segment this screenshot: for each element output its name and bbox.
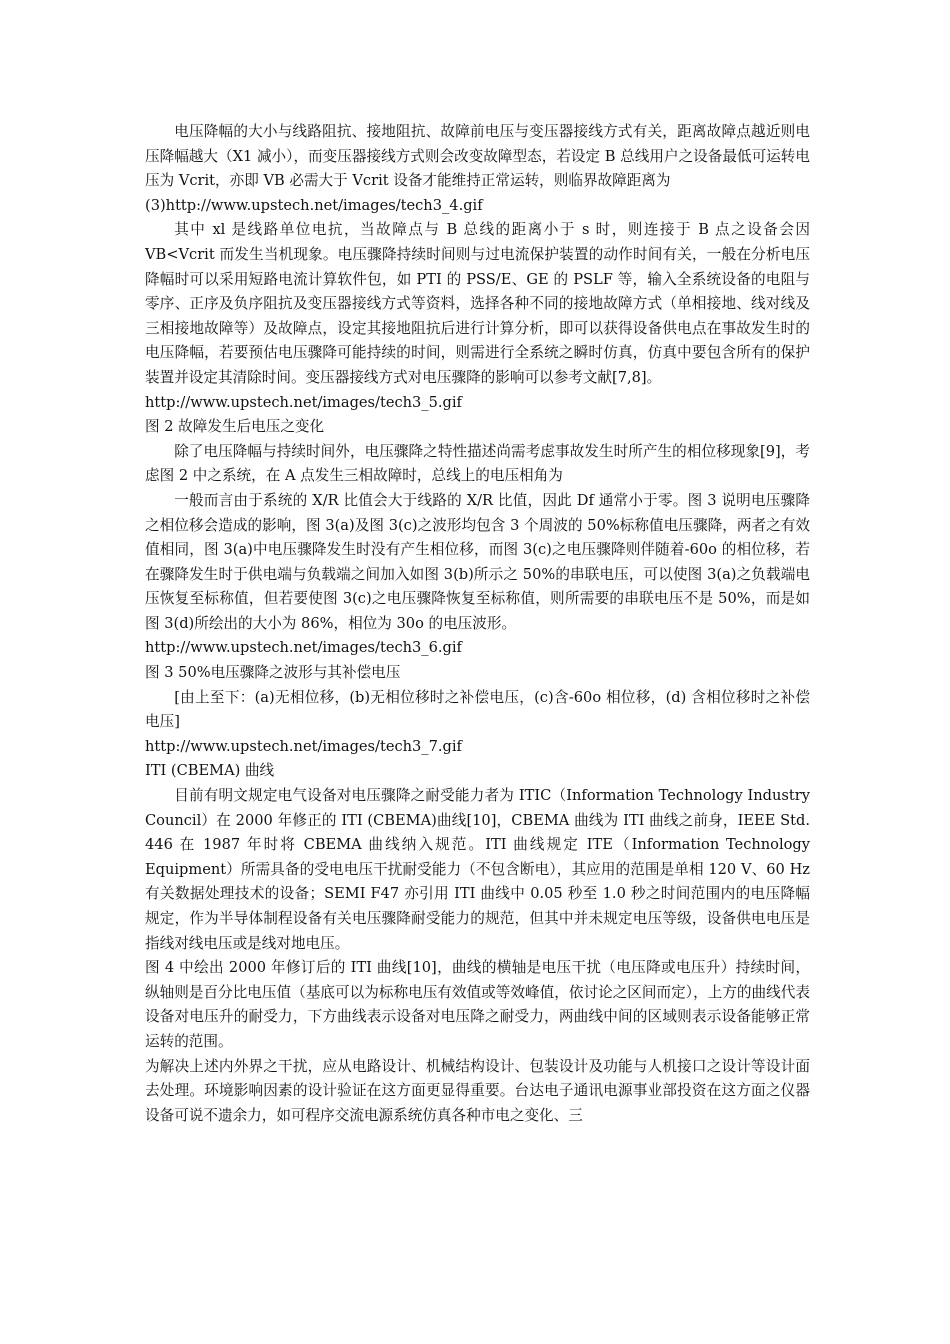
iti-curve-heading: ITI (CBEMA) 曲线 <box>145 762 275 780</box>
paragraph-voltage-sag-magnitude: 电压降幅的大小与线路阻抗、接地阻抗、故障前电压与变压器接线方式有关，距离故障点越近则电压降幅越大（X1 减小），而变压器接线方式则会改变故障型态，若设定 B 总线用户之设备最低可运转电压为 Vcrit，亦即 VB 必需大于 Vcrit 设备才能维持正常运转，则临界故障距离为 <box>145 123 810 190</box>
document-body <box>145 120 810 1128</box>
paragraph-figure-3-explanation: 一般而言由于系统的 X/R 比值会大于线路的 X/R 比值，因此 Df 通常小于零。图 3 说明电压骤降之相位移会造成的影响，图 3(a)及图 3(c)之波形均包含 3 个周波的 50%标称值电压骤降，两者之有效值相同，图 3(a)中电压骤降发生时没有产生相位移，而图 3(c)之电压骤降则伴随着-60o 的相位移，若在骤降发生时于供电端与负载端之间加入如图 3(b)所示之 50%的串联电压，可以使图 3(a)之负载端电压恢复至标称值，但若要使图 3(c)之电压骤降恢复至标称值，则所需要的串联电压不是 50%，而是如图 3(d)所绘出的大小为 86%，相位为 30o 的电压波形。 <box>145 491 810 632</box>
figure-2-image-link: http://www.upstech.net/images/tech3_5.gif <box>145 393 462 411</box>
paragraph-critical-distance: 其中 xl 是线路单位电抗，当故障点与 B 总线的距离小于 s 时，则连接于 B 点之设备会因 VB<Vcrit 而发生当机现象。电压骤降持续时间则与过电流保护装置的动作时间有关，一般在分析电压降幅时可以采用短路电流计算软件包，如 PTI 的 PSS/E、GE 的 PSLF 等，输入全系统设备的电阻与零序、正序及负序阻抗及变压器接线方式等资料，选择各种不同的接地故障方式（单相接地、线对线及三相接地故障等）及故障点，设定其接地阻抗后进行计算分析，即可以获得设备供电点在事故发生时的电压降幅，若要预估电压骤降可能持续的时间，则需进行全系统之瞬时仿真，仿真中要包含所有的保护装置并设定其清除时间。变压器接线方式对电压骤降的影响可以参考文献[7,8]。 <box>145 221 810 386</box>
paragraph-itic-standard: 目前有明文规定电气设备对电压骤降之耐受能力者为 ITIC（Information Technology Industry Council）在 2000 年修正的 ITI (CBEMA)曲线[10]，CBEMA 曲线为 ITI 曲线之前身，IEEE Std. 446 在 1987 年时将 CBEMA 曲线纳入规范。ITI 曲线规定 ITE（Information Technology Equipment）所需具备的受电电压干扰耐受能力（不包含断电），其应用的范围是单相 120 V、60 Hz 有关数据处理技术的设备；SEMI F47 亦引用 ITI 曲线中 0.05 秒至 1.0 秒之时间范围内的电压降幅规定，作为半导体制程设备有关电压骤降耐受能力的规范，但其中并未规定电压等级，设备供电电压是指线对线电压或是线对地电压。 <box>145 787 810 952</box>
paragraph-design-solution: 为解决上述内外界之干扰，应从电路设计、机械结构设计、包装设计及功能与人机接口之设计等设计面去处理。环境影响因素的设计验证在这方面更显得重要。台达电子通讯电源事业部投资在这方面之仪器设备可说不遗余力，如可程序交流电源系统仿真各种市电之变化、三 <box>145 1057 810 1124</box>
paragraph-phase-shift: 除了电压降幅与持续时间外，电压骤降之特性描述尚需考虑事故发生时所产生的相位移现象[9]，考虑图 2 中之系统，在 A 点发生三相故障时，总线上的电压相角为 <box>145 442 810 485</box>
figure-3-caption: 图 3 50%电压骤降之波形与其补偿电压 <box>145 664 401 682</box>
equation-3-image-link: (3)http://www.upstech.net/images/tech3_4.gif <box>145 196 483 214</box>
figure-3-image-link: http://www.upstech.net/images/tech3_6.gif <box>145 639 462 657</box>
figure-3-subcaption: [由上至下：(a)无相位移，(b)无相位移时之补偿电压，(c)含-60o 相位移，(d) 含相位移时之补偿电压] <box>145 688 810 731</box>
iti-image-link: http://www.upstech.net/images/tech3_7.gif <box>145 737 462 755</box>
figure-2-caption: 图 2 故障发生后电压之变化 <box>145 418 325 436</box>
paragraph-figure-4-description: 图 4 中绘出 2000 年修订后的 ITI 曲线[10]，曲线的横轴是电压干扰（电压降或电压升）持续时间，纵轴则是百分比电压值（基底可以为标称电压有效值或等效峰值，依讨论之区间而定），上方的曲线代表设备对电压升的耐受力，下方曲线表示设备对电压降之耐受力，两曲线中间的区域则表示设备能够正常运转的范围。 <box>145 959 810 1050</box>
